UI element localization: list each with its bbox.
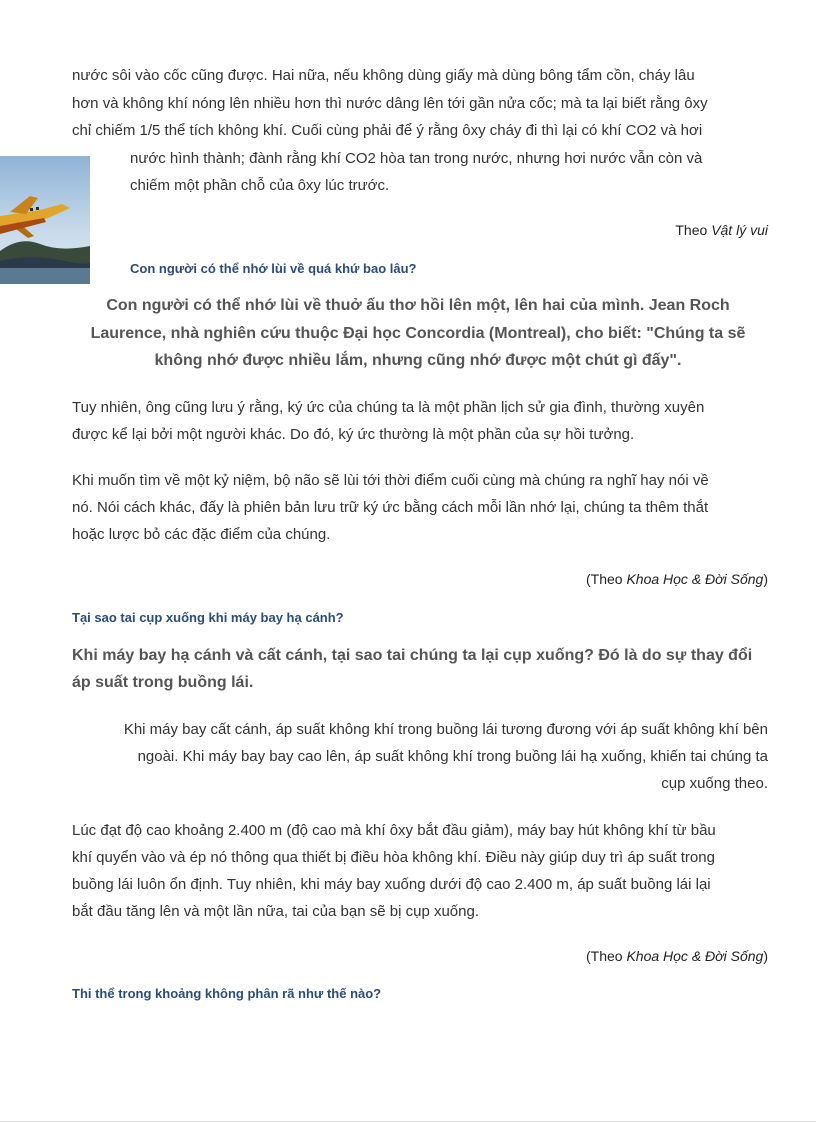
section-2-p2-line-3: buồng lái luôn ổn định. Tuy nhiên, khi máy bay xuống dưới độ cao 2.400 m, áp suất buồng lái lại (72, 876, 711, 893)
section-2-lead-2: áp suất trong buồng lái. (72, 674, 254, 691)
credit-suffix: ) (763, 571, 768, 587)
intro-line-5: chiếm một phần chỗ của ôxy lúc trước. (130, 177, 390, 194)
section-2-p2-line-2: khí quyển vào và ép nó thông qua thiết bị điều hòa không khí. Điều này giúp duy trì áp suất trong (72, 849, 715, 866)
section-3-heading: Thi thể trong khoảng không phân rã như thế nào? (72, 986, 382, 1001)
section-1-p2-line-1: Khi muốn tìm về một kỷ niệm, bộ não sẽ lùi tới thời điểm cuối cùng mà chúng ra nghĩ hay nói về (72, 472, 709, 489)
seaplane-photo-drawing (0, 156, 90, 284)
section-2-p2-line-4: bắt đầu tăng lên và một lần nữa, tai của bạn sẽ bị cụp xuống. (72, 903, 479, 920)
section-1-p1-line-1: Tuy nhiên, ông cũng lưu ý rằng, ký ức của chúng ta là một phần lịch sử gia đình, thường xuyên (72, 399, 705, 416)
section-2-lead-1: Khi máy bay hạ cánh và cất cánh, tại sao tai chúng ta lại cụp xuống? Đó là do sự thay đổi (72, 647, 753, 664)
section-2-heading: Tại sao tai cụp xuống khi máy bay hạ cánh? (72, 610, 344, 625)
intro-line-2: hơn và không khí nóng lên nhiều hơn thì nước dâng lên tới gần nửa cốc; mà ta lại biết rằng ôxy (72, 95, 708, 112)
section-2-p1-line-1: Khi máy bay cất cánh, áp suất không khí trong buồng lái tương đương với áp suất không khí bên (123, 721, 768, 738)
section-1-p2-line-2: nó. Nói cách khác, đấy là phiên bản lưu trữ ký ức bằng cách mỗi lần nhớ lại, chúng ta thêm thắt (72, 499, 709, 516)
intro-line-1: nước sôi vào cốc cũng được. Hai nữa, nếu không dùng giấy mà dùng bông tẩm cồn, cháy lâu (72, 67, 695, 84)
credit-suffix: ) (763, 948, 768, 964)
section-1-lead-2: Laurence, nhà nghiên cứu thuộc Đại học Concordia (Montreal), cho biết: "Chúng ta sẽ (90, 325, 746, 342)
credit-khoa-hoc-2 (586, 948, 768, 964)
section-1-lead-1: Con người có thể nhớ lùi về thuở ấu thơ hồi lên một, lên hai của mình. Jean Roch (106, 297, 730, 314)
credit-prefix: Theo (675, 222, 712, 238)
credit-prefix: (Theo (585, 948, 627, 964)
credit-khoa-hoc-1 (586, 571, 768, 587)
section-2-p1-line-3: cụp xuống theo. (661, 775, 768, 792)
section-1-p2-line-3: hoặc lược bỏ các đặc điểm của chúng. (72, 526, 331, 543)
section-1-p1-line-2: được kể lại bởi một người khác. Do đó, ký ức thường là một phần của sự hồi tưởng. (72, 426, 635, 443)
page-bottom-divider (0, 1121, 816, 1122)
section-1-lead-3: không nhớ được nhiều lắm, nhưng cũng nhớ được một chút gì đấy". (154, 352, 682, 369)
seaplane-photo (0, 156, 90, 284)
credit-source: Vật lý vui (711, 222, 768, 238)
intro-line-4: nước hình thành; đành rằng khí CO2 hòa tan trong nước, nhưng hơi nước vẫn còn và (130, 150, 703, 167)
intro-line-3: chỉ chiếm 1/5 thể tích không khí. Cuối cùng phải để ý rằng ôxy cháy đi thì lại có khí CO2 và hơi (72, 122, 703, 139)
section-2-p1-line-2: ngoài. Khi máy bay bay cao lên, áp suất không khí trong buồng lái hạ xuống, khiến tai chúng ta (137, 748, 768, 765)
credit-prefix: (Theo (585, 571, 627, 587)
credit-source: Khoa Học & Đời Sống (626, 571, 764, 587)
credit-source: Khoa Học & Đời Sống (626, 948, 764, 964)
section-1-heading: Con người có thể nhớ lùi về quá khứ bao lâu? (130, 261, 417, 276)
section-2-p2-line-1: Lúc đạt độ cao khoảng 2.400 m (độ cao mà khí ôxy bắt đầu giảm), máy bay hút không khí từ bầu (72, 822, 716, 839)
credit-vat-ly-vui (675, 222, 768, 238)
